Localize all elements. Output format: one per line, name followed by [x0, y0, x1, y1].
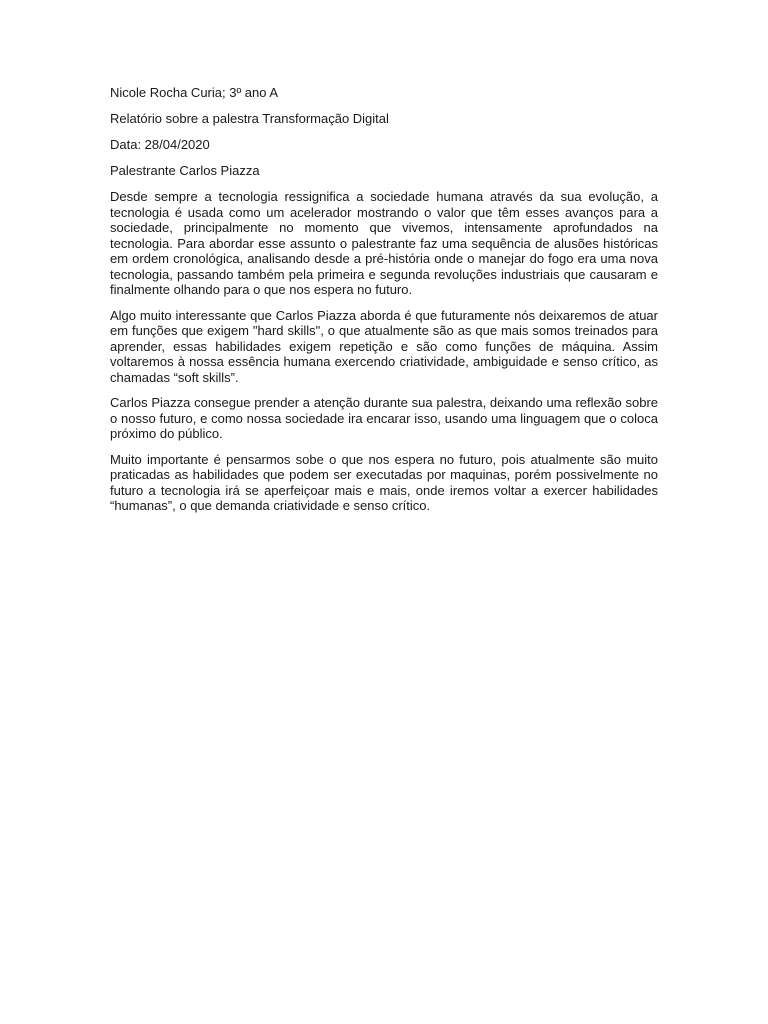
document-page	[110, 85, 658, 524]
body-paragraph-3: Carlos Piazza consegue prender a atenção durante sua palestra, deixando uma reflexão sobre o nosso futuro, e como nossa sociedade ira encarar isso, usando uma linguagem que o coloca próximo do público.	[110, 395, 658, 441]
report-title: Relatório sobre a palestra Transformação Digital	[110, 111, 389, 126]
date-line: Data: 28/04/2020	[110, 137, 210, 152]
body-paragraph-2: Algo muito interessante que Carlos Piazza aborda é que futuramente nós deixaremos de atuar em funções que exigem "hard skills", o que atualmente são as que mais somos treinados para aprender, essas habilidades exigem repetição e são como funções de máquina. Assim voltaremos à nossa essência humana exercendo criatividade, ambiguidade e senso crítico, as chamadas “soft skills”.	[110, 307, 658, 385]
author-line: Nicole Rocha Curia; 3º ano A	[110, 85, 279, 100]
body-paragraph-4: Muito importante é pensarmos sobe o que nos espera no futuro, pois atualmente são muito praticadas as habilidades que podem ser executadas por maquinas, porém possivelmente no futuro a tecnologia irá se aperfeiçoar mais e mais, onde iremos voltar a exercer habilidades “humanas”, o que demanda criatividade e senso crítico.	[110, 451, 658, 513]
speaker-line: Palestrante Carlos Piazza	[110, 163, 260, 178]
body-paragraph-1: Desde sempre a tecnologia ressignifica a sociedade humana através da sua evolução, a tecnologia é usada como um acelerador mostrando o valor que têm esses avanços para a sociedade, principalmente no momento que vivemos, intensamente aprofundados na tecnologia. Para abordar esse assunto o palestrante faz uma sequência de alusões históricas em ordem cronológica, analisando desde a pré-história onde o manejar do fogo era uma nova tecnologia, passando também pela primeira e segunda revoluções industriais que causaram e finalmente olhando para o que nos espera no futuro.	[110, 189, 658, 297]
